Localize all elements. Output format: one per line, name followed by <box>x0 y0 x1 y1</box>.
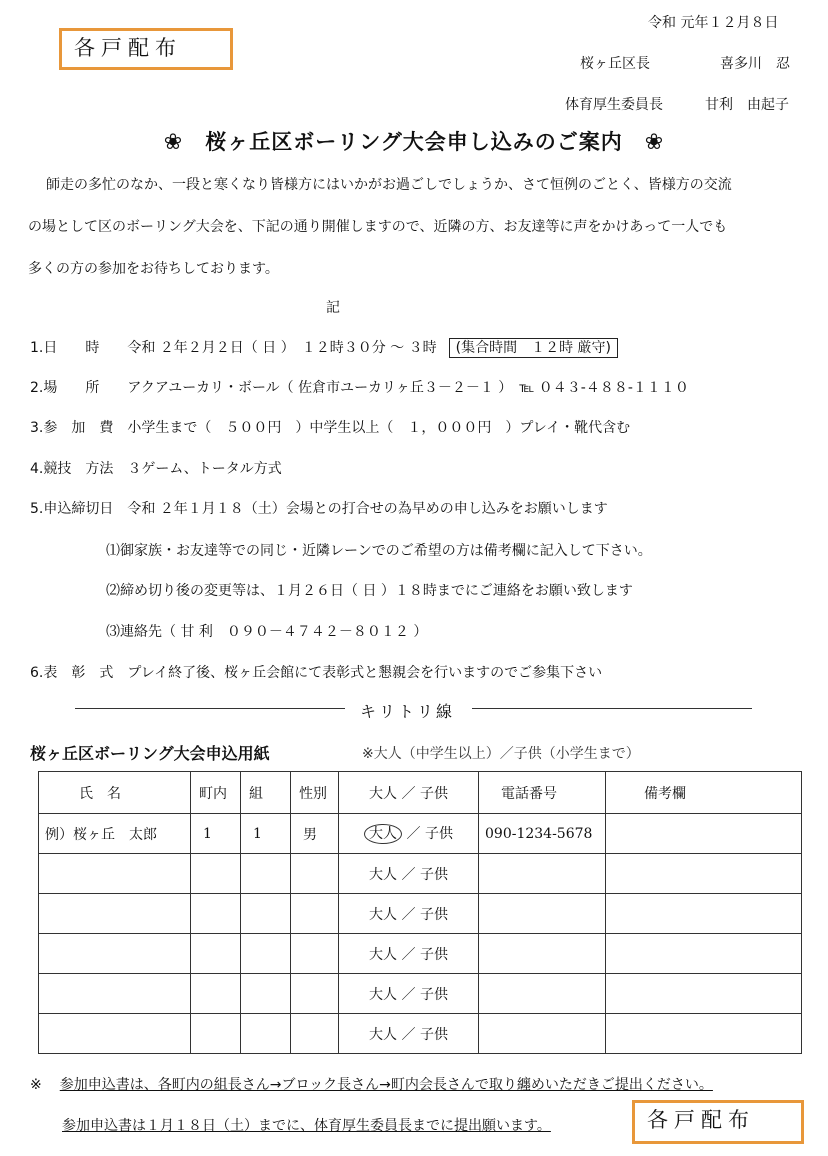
footer-line-1: 参加申込書は、各町内の組長さん→ブロック長さん→町内会長さんで取り纏めいただきご提出ください。 <box>59 1077 713 1093</box>
sei-cell[interactable] <box>291 854 339 894</box>
intro-line-2: の場として区のボーリング大会を、下記の通り開催しますので、近隣の方、お友達等に声をかけあって一人でも <box>28 219 728 235</box>
cho-cell[interactable] <box>191 894 241 934</box>
name-cell[interactable] <box>39 894 191 934</box>
table-header-row <box>39 772 802 814</box>
intro-line-3: 多くの方の参加をお待ちしております。 <box>28 261 279 277</box>
item-deadline: 5.申込締切日 令和 ２年１月１８（土）会場との打合せの為早めの申し込みをお願いします <box>30 501 608 517</box>
tel-cell[interactable] <box>479 974 606 1014</box>
example-kind-rest: ／ 子供 <box>406 826 453 842</box>
tel-cell[interactable] <box>479 934 606 974</box>
item-method: 4.競技 方法 ３ゲーム、トータル方式 <box>30 461 282 477</box>
cho-cell[interactable] <box>191 854 241 894</box>
table-row <box>39 854 802 894</box>
item-date-text: 1.日 時 令和 ２年２月２日（ 日 ） １２時３０分 ～ ３時 <box>30 340 437 356</box>
note-1: ⑴御家族・お友達等での同じ・近隣レーンでのご希望の方は備考欄に記入して下さい。 <box>106 543 652 559</box>
item-place: 2.場 所 アクアユーカリ・ボール（ 佐倉市ユーカリヶ丘３－２－１ ） ℡ ０４３-４８８-１１１０ <box>30 380 689 396</box>
name-cell[interactable] <box>39 934 191 974</box>
sei-cell[interactable] <box>291 934 339 974</box>
kumi-cell[interactable] <box>241 894 291 934</box>
cutline-left <box>75 708 345 709</box>
header-sei: 性別 <box>291 772 339 814</box>
cho-cell[interactable] <box>191 934 241 974</box>
gathering-time-box: (集合時間 １２時 厳守) <box>449 338 618 358</box>
table-row <box>39 894 802 934</box>
item-award: 6.表 彰 式 プレイ終了後、桜ヶ丘会館にて表彰式と懇親会を行いますのでご参集下さい <box>30 665 603 681</box>
distribution-stamp-top: 各戸配布 <box>59 28 233 70</box>
tel-cell[interactable] <box>479 854 606 894</box>
example-sei: 男 <box>291 814 339 854</box>
sender1-role: 桜ヶ丘区長 <box>580 56 650 72</box>
kind-cell[interactable]: 大人 ／ 子供 <box>339 1014 479 1054</box>
form-note: ※大人（中学生以上）／子供（小学生まで） <box>362 746 640 762</box>
kind-cell[interactable]: 大人 ／ 子供 <box>339 934 479 974</box>
footer-mark: ※ <box>30 1077 42 1093</box>
table-row <box>39 1014 802 1054</box>
distribution-stamp-bottom: 各戸配布 <box>632 1100 804 1144</box>
sender1-name: 喜多川 忍 <box>720 56 790 72</box>
form-title: 桜ヶ丘区ボーリング大会申込用紙 <box>30 744 270 763</box>
header-biko: 備考欄 <box>606 772 802 814</box>
kumi-cell[interactable] <box>241 934 291 974</box>
biko-cell[interactable] <box>606 974 802 1014</box>
kind-cell[interactable]: 大人 ／ 子供 <box>339 854 479 894</box>
note-2: ⑵締め切り後の変更等は、１月２６日（ 日 ）１８時までにご連絡をお願い致します <box>106 583 633 599</box>
sei-cell[interactable] <box>291 1014 339 1054</box>
cutline-label: キリトリ線 <box>360 702 456 721</box>
ki-heading: 記 <box>326 300 340 316</box>
example-tel: 090-1234-5678 <box>479 814 606 854</box>
tel-cell[interactable] <box>479 1014 606 1054</box>
biko-cell[interactable] <box>606 854 802 894</box>
name-cell[interactable] <box>39 1014 191 1054</box>
application-form-table <box>38 771 802 1054</box>
biko-cell[interactable] <box>606 894 802 934</box>
kumi-cell[interactable] <box>241 974 291 1014</box>
example-kind <box>339 814 479 854</box>
cutline-right <box>472 708 752 709</box>
footer-line-2: 参加申込書は１月１８日（土）までに、体育厚生委員長までに提出願います。 <box>62 1118 551 1134</box>
adult-circled: 大人 <box>364 824 402 844</box>
sender2-name: 甘利 由起子 <box>705 97 789 113</box>
header-kumi: 組 <box>241 772 291 814</box>
example-cho: 1 <box>191 814 241 854</box>
table-row-example <box>39 814 802 854</box>
header-name: 氏 名 <box>39 772 191 814</box>
kind-cell[interactable]: 大人 ／ 子供 <box>339 894 479 934</box>
item-date <box>30 337 618 357</box>
cho-cell[interactable] <box>191 1014 241 1054</box>
header-tel: 電話番号 <box>479 772 606 814</box>
tel-cell[interactable] <box>479 894 606 934</box>
biko-cell[interactable] <box>606 934 802 974</box>
name-cell[interactable] <box>39 974 191 1014</box>
sender2-role: 体育厚生委員長 <box>565 97 663 113</box>
sei-cell[interactable] <box>291 894 339 934</box>
page-title-text: 桜ヶ丘区ボーリング大会申し込みのご案内 <box>205 130 623 154</box>
sei-cell[interactable] <box>291 974 339 1014</box>
kumi-cell[interactable] <box>241 1014 291 1054</box>
example-biko <box>606 814 802 854</box>
footer-note-1 <box>30 1074 713 1094</box>
flower-icon: ❀ <box>644 130 665 155</box>
issue-date: 令和 元年１２月８日 <box>648 15 779 31</box>
flower-icon: ❀ <box>163 130 184 155</box>
kumi-cell[interactable] <box>241 854 291 894</box>
kind-cell[interactable]: 大人 ／ 子供 <box>339 974 479 1014</box>
header-kind: 大人 ／ 子供 <box>339 772 479 814</box>
item-fee: 3.参 加 費 小学生まで（ ５００円 ）中学生以上（ １，０００円 ）プレイ・靴代含む <box>30 420 631 436</box>
biko-cell[interactable] <box>606 1014 802 1054</box>
example-name: 例）桜ヶ丘 太郎 <box>39 814 191 854</box>
example-kumi: 1 <box>241 814 291 854</box>
header-cho: 町内 <box>191 772 241 814</box>
table-row <box>39 934 802 974</box>
page-title <box>0 126 828 156</box>
note-3: ⑶連絡先（ 甘 利 ０９０－４７４２－８０１２ ） <box>106 624 428 640</box>
intro-line-1: 師走の多忙のなか、一段と寒くなり皆様方にはいかがお過ごしでしょうか、さて恒例のごとく、皆様方の交流 <box>46 177 732 193</box>
cho-cell[interactable] <box>191 974 241 1014</box>
name-cell[interactable] <box>39 854 191 894</box>
table-row <box>39 974 802 1014</box>
